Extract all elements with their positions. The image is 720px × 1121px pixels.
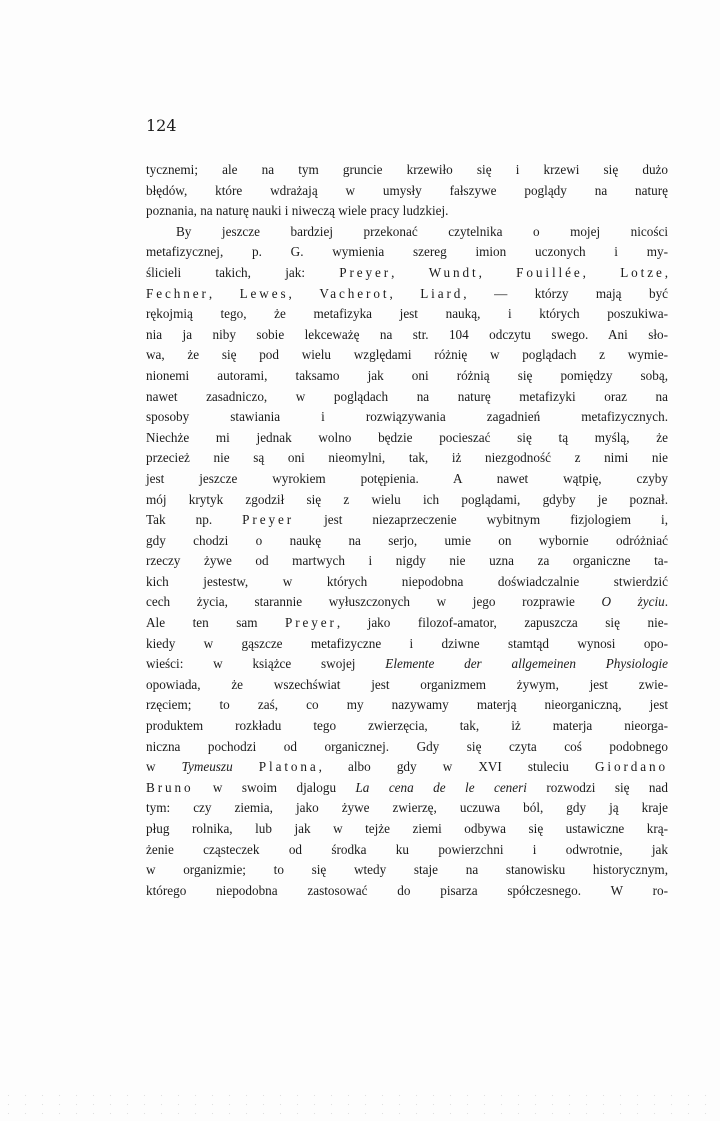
text-line xyxy=(146,613,668,634)
text-line xyxy=(146,284,668,305)
text-run: tycznemi; ale na tym gruncie krzewiło się i krzewi się dużo xyxy=(146,162,668,177)
text-run: sposoby stawiania i rozwiązywania zagadnień metafizycznych. xyxy=(146,409,668,425)
text-line xyxy=(146,695,668,716)
text-run: Niechże mi jednak wolno będzie pocieszać się tą myślą, że xyxy=(146,429,668,445)
spaced-name: Liard xyxy=(420,285,464,301)
text-run: gdy chodzi o naukę na serjo, umie on wybornie odróżniać xyxy=(146,532,668,548)
text-run: jest jeszcze wyrokiem potępienia. A nawet wątpię, czyby xyxy=(146,470,668,486)
text-run: żenie cząsteczek od środka ku powierzchni i odwrotnie, jak xyxy=(146,841,668,857)
text-line xyxy=(146,448,668,469)
text-line xyxy=(146,428,668,449)
text-run xyxy=(233,759,259,774)
spaced-name: Lotze xyxy=(620,264,665,280)
text-run: , xyxy=(664,264,669,280)
text-line xyxy=(146,778,668,799)
text-run: . xyxy=(664,594,669,610)
text-line xyxy=(146,572,668,593)
text-line xyxy=(146,345,668,366)
text-run: , xyxy=(582,264,621,280)
text-line xyxy=(146,469,668,490)
text-run: , jako filozof-amator, zapuszcza się nie- xyxy=(336,615,668,631)
text-run: kiedy w gąszcze metafizyczne i dziwne stamtąd wynosi opo- xyxy=(146,635,668,651)
spaced-name: Wundt xyxy=(428,264,479,280)
spaced-name: Preyer xyxy=(284,615,337,631)
spaced-name: Lewes xyxy=(239,285,289,301)
spaced-name: Platona xyxy=(258,759,319,775)
italic-title: O życiu xyxy=(601,594,665,610)
text-run: By jeszcze bardziej przekonać czytelnika o mojej nicości xyxy=(176,223,668,239)
text-line xyxy=(146,592,668,613)
text-line xyxy=(146,654,668,675)
text-run: rzeczy żywe od martwych i nigdy nie uzna za organiczne ta- xyxy=(146,553,668,569)
text-run: nawet zasadniczo, w poglądach na naturę metafizyki oraz na xyxy=(146,388,668,404)
text-run: , xyxy=(208,285,240,301)
text-run: Ale ten sam xyxy=(146,615,285,631)
spaced-name: Giordano xyxy=(594,759,669,775)
text-run: rękojmią tego, że metafizyka jest nauką, i których poszukiwa- xyxy=(146,306,668,322)
text-line xyxy=(146,160,668,181)
spaced-name: Bruno xyxy=(146,779,194,795)
spaced-name: Fechner xyxy=(146,285,209,301)
text-run: metafizycznej, p. G. wymienia szereg imion uczonych i my- xyxy=(146,244,668,260)
text-run: , xyxy=(391,264,429,280)
text-run: , xyxy=(288,285,320,301)
text-run: nia ja niby sobie lekceważę na str. 104 odczytu swego. Ani sło- xyxy=(146,326,668,342)
text-run: poznania, na naturę nauki i niweczą wiele pracy ludzkiej. xyxy=(146,203,449,219)
text-run: tym: czy ziemia, jako żywe zwierzę, uczuwa ból, gdy ją kraje xyxy=(146,800,668,816)
text-run: w swoim djalogu xyxy=(193,779,356,795)
text-run: przecież nie są oni nieomylni, tak, iż niezgodność z nimi nie xyxy=(146,450,668,466)
italic-title: La cena de le ceneri xyxy=(355,779,527,795)
text-line xyxy=(146,675,668,696)
text-run: błędów, które wdrażają w umysły fałszywe poglądy na naturę xyxy=(146,182,668,198)
text-line xyxy=(146,634,668,655)
italic-title: Elemente der allgemeinen Physiologie xyxy=(385,656,668,672)
text-run: pług rolnika, lub jak w tejże ziemi odbywa się ustawiczne krą- xyxy=(146,821,668,836)
text-run: w organizmie; to się wtedy staje na stanowisku historycznym, xyxy=(146,862,668,878)
text-line xyxy=(146,840,668,861)
text-line xyxy=(146,757,668,778)
spaced-name: Fouillée xyxy=(516,264,583,280)
text-run: , albo gdy w XVI stuleciu xyxy=(318,759,595,775)
text-line xyxy=(146,201,668,222)
spaced-name: Vacherot xyxy=(319,285,390,301)
text-line xyxy=(146,366,668,387)
text-run: cech życia, starannie wyłuszczonych w jego rozprawie xyxy=(146,594,602,610)
text-line xyxy=(146,531,668,552)
spaced-name: Preyer xyxy=(242,512,295,528)
text-run: mój krytyk zgodził się z wielu ich poglądami, gdyby je poznał. xyxy=(146,491,668,507)
text-run: wa, że się pod wielu względami różnię w poglądach z wymie- xyxy=(146,347,668,363)
text-line xyxy=(146,819,668,840)
text-run: produktem rozkładu tego zwierzęcia, tak, iż materja nieorga- xyxy=(146,718,668,734)
text-line xyxy=(146,263,668,284)
text-run: wieści: w książce swojej xyxy=(146,656,386,672)
text-line xyxy=(146,881,668,902)
text-run: Tak np. xyxy=(146,512,243,528)
text-line xyxy=(146,551,668,572)
text-run: którego niepodobna zastosować do pisarza spółczesnego. W ro- xyxy=(146,882,668,898)
text-line xyxy=(146,325,668,346)
text-run: niczna pochodzi od organicznej. Gdy się czyta coś podobnego xyxy=(146,738,668,754)
text-line xyxy=(146,490,668,511)
text-line xyxy=(146,407,668,428)
text-run: w xyxy=(146,759,182,775)
scan-noise xyxy=(0,1091,720,1121)
text-run: rzęciem; to zaś, co my nazywamy materją nieorganiczną, jest xyxy=(146,697,668,713)
text-run: , xyxy=(478,264,517,280)
text-run: jest niezaprzeczenie wybitnym fizjologiem i, xyxy=(294,512,668,528)
text-run: ślicieli takich, jak: xyxy=(146,264,340,280)
text-line xyxy=(146,181,668,202)
page-number: 124 xyxy=(146,116,177,135)
text-line xyxy=(146,242,668,263)
body-text xyxy=(146,160,668,901)
text-line xyxy=(146,737,668,758)
text-line xyxy=(146,387,668,408)
text-run: opowiada, że wszechświat jest organizmem żywym, jest zwie- xyxy=(146,676,668,692)
spaced-name: Preyer xyxy=(339,264,392,280)
text-line xyxy=(146,510,668,531)
text-line xyxy=(146,716,668,737)
text-line xyxy=(146,222,668,243)
text-run: kich jestestw, w których niepodobna doświadczalnie stwierdzić xyxy=(146,573,668,589)
text-line xyxy=(146,798,668,819)
text-run: nionemi autorami, taksamo jak oni różnią się pomiędzy sobą, xyxy=(146,367,668,383)
text-line xyxy=(146,860,668,881)
text-line xyxy=(146,304,668,325)
italic-title: Tymeuszu xyxy=(181,759,233,775)
text-run: rozwodzi się nad xyxy=(526,779,668,795)
text-run: , — którzy mają być xyxy=(463,285,669,301)
text-run: , xyxy=(389,285,421,301)
